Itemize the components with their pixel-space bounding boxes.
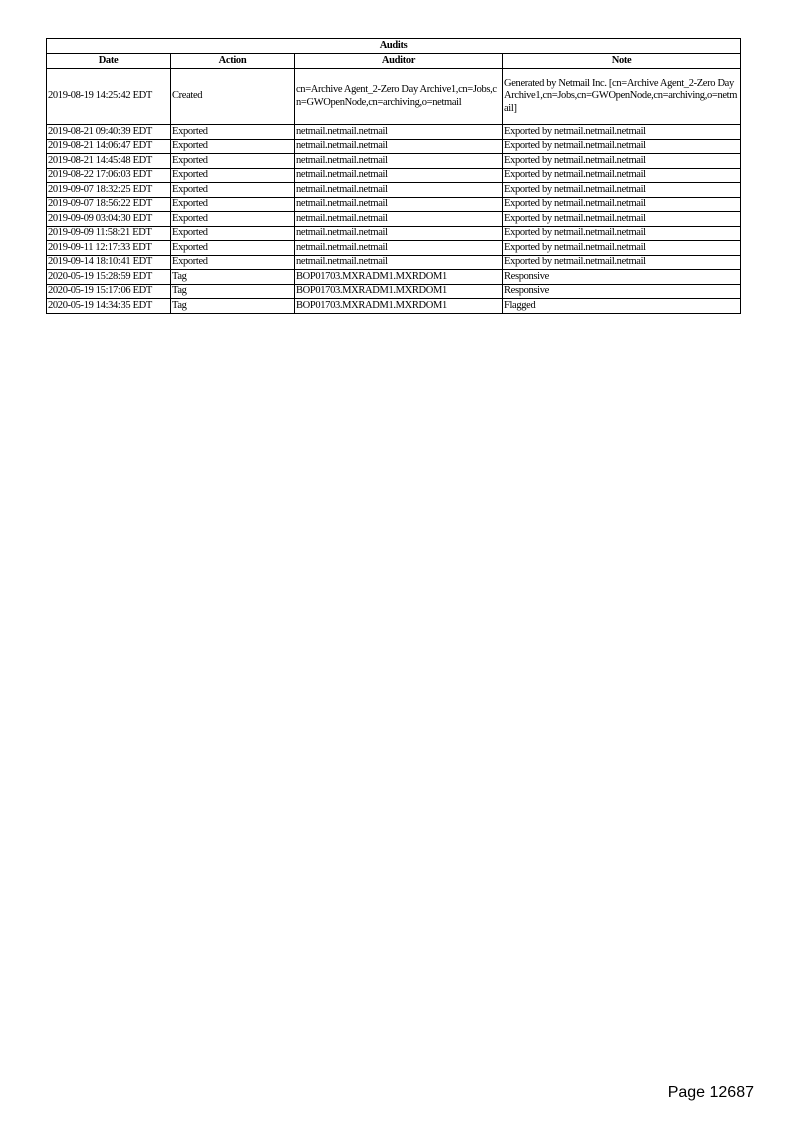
table-row — [47, 139, 741, 154]
table-row — [47, 241, 741, 256]
table-title: Audits — [47, 39, 741, 54]
note-cell: Generated by Netmail Inc. [cn=Archive Agent_2-Zero Day Archive1,cn=Jobs,cn=GWOpenNode,cn=archiving,o=netmail] — [503, 69, 741, 125]
date-cell: 2020-05-19 15:28:59 EDT — [47, 270, 171, 285]
note-cell: Exported by netmail.netmail.netmail — [503, 212, 741, 227]
note-cell: Exported by netmail.netmail.netmail — [503, 168, 741, 183]
action-cell: Tag — [171, 299, 295, 314]
note-cell: Exported by netmail.netmail.netmail — [503, 139, 741, 154]
column-header-note: Note — [503, 54, 741, 69]
date-cell: 2019-08-21 14:45:48 EDT — [47, 154, 171, 169]
date-cell: 2019-09-07 18:32:25 EDT — [47, 183, 171, 198]
date-cell: 2019-09-09 11:58:21 EDT — [47, 226, 171, 241]
table-row — [47, 270, 741, 285]
table-row — [47, 197, 741, 212]
auditor-cell: BOP01703.MXRADM1.MXRDOM1 — [295, 284, 503, 299]
audits-table — [46, 38, 741, 314]
auditor-cell: cn=Archive Agent_2-Zero Day Archive1,cn=Jobs,cn=GWOpenNode,cn=archiving,o=netmail — [295, 69, 503, 125]
table-row — [47, 125, 741, 140]
auditor-cell: netmail.netmail.netmail — [295, 241, 503, 256]
table-row — [47, 226, 741, 241]
action-cell: Created — [171, 69, 295, 125]
column-header-action: Action — [171, 54, 295, 69]
action-cell: Exported — [171, 154, 295, 169]
auditor-cell: BOP01703.MXRADM1.MXRDOM1 — [295, 270, 503, 285]
date-cell: 2019-09-11 12:17:33 EDT — [47, 241, 171, 256]
note-cell: Flagged — [503, 299, 741, 314]
note-cell: Responsive — [503, 284, 741, 299]
table-row — [47, 183, 741, 198]
action-cell: Exported — [171, 125, 295, 140]
note-cell: Exported by netmail.netmail.netmail — [503, 125, 741, 140]
table-row — [47, 168, 741, 183]
table-row — [47, 284, 741, 299]
note-cell: Exported by netmail.netmail.netmail — [503, 226, 741, 241]
action-cell: Exported — [171, 183, 295, 198]
column-header-date: Date — [47, 54, 171, 69]
note-cell: Exported by netmail.netmail.netmail — [503, 154, 741, 169]
auditor-cell: netmail.netmail.netmail — [295, 183, 503, 198]
table-row — [47, 212, 741, 227]
action-cell: Exported — [171, 197, 295, 212]
date-cell: 2020-05-19 14:34:35 EDT — [47, 299, 171, 314]
action-cell: Exported — [171, 255, 295, 270]
action-cell: Exported — [171, 241, 295, 256]
note-cell: Exported by netmail.netmail.netmail — [503, 241, 741, 256]
auditor-cell: netmail.netmail.netmail — [295, 255, 503, 270]
table-row — [47, 154, 741, 169]
auditor-cell: netmail.netmail.netmail — [295, 197, 503, 212]
auditor-cell: netmail.netmail.netmail — [295, 139, 503, 154]
table-row — [47, 299, 741, 314]
auditor-cell: netmail.netmail.netmail — [295, 212, 503, 227]
auditor-cell: BOP01703.MXRADM1.MXRDOM1 — [295, 299, 503, 314]
note-cell: Exported by netmail.netmail.netmail — [503, 197, 741, 212]
page-number: Page 12687 — [667, 1084, 754, 1101]
auditor-cell: netmail.netmail.netmail — [295, 125, 503, 140]
header-row — [47, 54, 741, 69]
auditor-cell: netmail.netmail.netmail — [295, 154, 503, 169]
date-cell: 2020-05-19 15:17:06 EDT — [47, 284, 171, 299]
note-cell: Exported by netmail.netmail.netmail — [503, 255, 741, 270]
column-header-auditor: Auditor — [295, 54, 503, 69]
note-cell: Responsive — [503, 270, 741, 285]
title-row — [47, 39, 741, 54]
date-cell: 2019-08-21 14:06:47 EDT — [47, 139, 171, 154]
date-cell: 2019-08-19 14:25:42 EDT — [47, 69, 171, 125]
action-cell: Exported — [171, 168, 295, 183]
table-row — [47, 255, 741, 270]
auditor-cell: netmail.netmail.netmail — [295, 226, 503, 241]
action-cell: Exported — [171, 212, 295, 227]
date-cell: 2019-09-09 03:04:30 EDT — [47, 212, 171, 227]
action-cell: Exported — [171, 139, 295, 154]
auditor-cell: netmail.netmail.netmail — [295, 168, 503, 183]
date-cell: 2019-08-21 09:40:39 EDT — [47, 125, 171, 140]
action-cell: Tag — [171, 270, 295, 285]
action-cell: Tag — [171, 284, 295, 299]
date-cell: 2019-09-07 18:56:22 EDT — [47, 197, 171, 212]
date-cell: 2019-09-14 18:10:41 EDT — [47, 255, 171, 270]
action-cell: Exported — [171, 226, 295, 241]
note-cell: Exported by netmail.netmail.netmail — [503, 183, 741, 198]
table-row — [47, 69, 741, 125]
date-cell: 2019-08-22 17:06:03 EDT — [47, 168, 171, 183]
